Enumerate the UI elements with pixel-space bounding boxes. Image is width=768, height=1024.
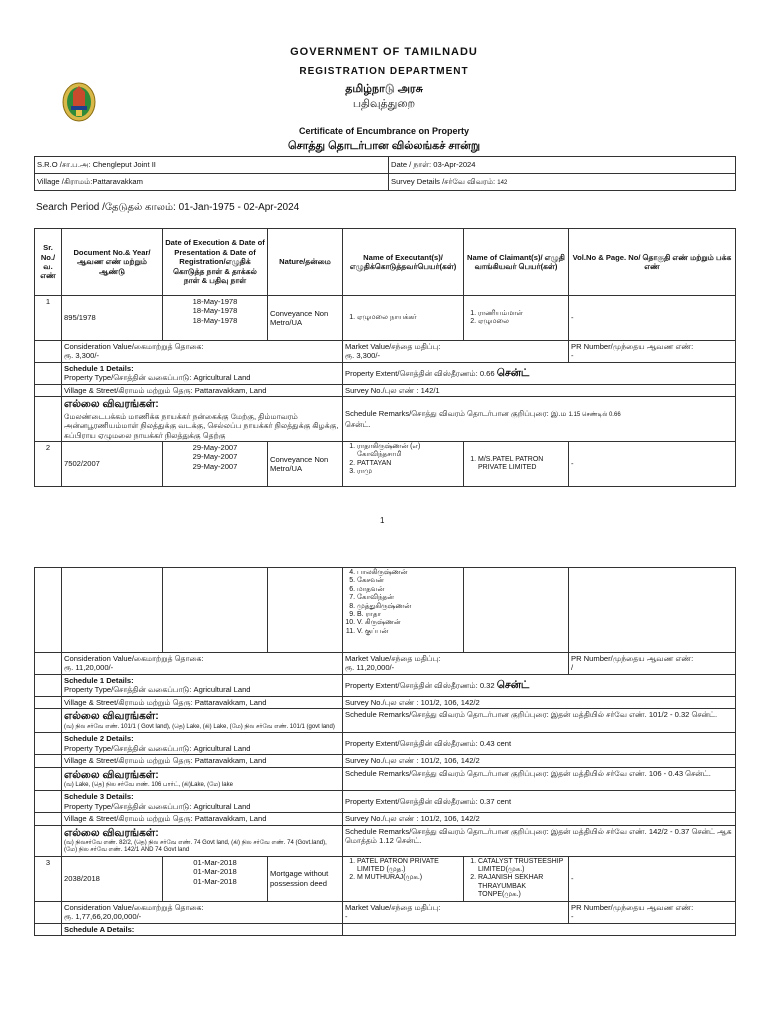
schedule-details [62,733,343,755]
tamilnadu-emblem-icon [62,82,96,122]
remarks-end: சென்ட். [345,419,371,429]
survey-number: Survey No./புல எண் : 101/2, 106, 142/2 [343,813,736,825]
remarks-extent: 1.15 செண்டில் 0.66 [568,412,621,419]
market-amount: - [345,912,348,922]
entry-nature: Conveyance Non Metro/UA [268,296,343,341]
entry-sr: 1 [35,296,62,341]
boundary-details [62,825,343,856]
executant-name: 1. ராதாகிருஷ்ணன் (எ) கோவிந்தசாமி [357,443,461,460]
consideration-value [62,901,343,923]
entry-document: 7502/2007 [62,442,163,487]
schedule-row [35,733,736,755]
village-cell: Village /கிராமம்:Pattaravakkam [35,174,389,191]
col-document-no: Document No.& Year/ ஆவண எண் மற்றும் ஆண்டு [62,229,163,296]
survey-number: Survey No./புல எண் : 101/2, 106, 142/2 [343,696,736,708]
executant-name: 11. V. குப்பன் [357,628,461,636]
consideration-label: Consideration Value/கைமாற்றுத் தொகை: [64,342,204,351]
registration-date: 18-May-1978 [192,315,238,325]
property-extent [343,674,736,696]
col-executants: Name of Executant(s)/ எழுதிக்கொடுத்தவர்பெயர்(கள்) [343,229,464,296]
schedule-remarks: Schedule Remarks/சொத்து விவரம் தொடர்பான குறிப்புரை: இதன் மத்தியில் சர்வே எண். 142/2 - 0.37 சென்ட் ஆக மொத்தம் 1.12 சென்ட். [343,825,736,856]
pr-value: / [571,663,574,673]
boundary-row [35,767,736,791]
entry-dates [163,856,268,901]
village-row [35,813,736,825]
entry-executants [343,296,464,341]
property-extent: Property Extent/சொத்தின் விஸ்தீரணம்: 0.43 cent [343,733,736,755]
col-claimants: Name of Claimant(s)/ எழுதி வாங்கியவர் பெயர்(கள்) [464,229,569,296]
boundary-details [62,767,343,791]
extent-label: Property Extent/சொத்தின் விஸ்தீரணம்: 0.66 [345,368,495,378]
boundary-details [62,709,343,733]
executant-name: 10. V. கிருஷ்ணன் [357,619,461,627]
claimant-name: 1. ராணியம்மாள் [478,310,566,318]
consideration-amount: ரூ. 1,77,66,20,00,000/- [64,912,142,922]
boundary-text: (வ) நில சர்வே எண். 101/1 ( Govt land), (தெ) Lake, (கி) Lake, (மே) நில சர்வே எண். 101/1 (govt land) [64,723,335,730]
executant-name: 3. ராமு [357,468,461,476]
pr-label: PR Number/முந்தைய ஆவண எண்: [571,902,694,912]
header-government: GOVERNMENT OF TAMILNADU [290,46,478,58]
property-type: Property Type/சொத்தின் வகைப்பாடு: Agricultural Land [64,373,251,383]
header-government-tamil: தமிழ்நாடு அரசு [345,83,423,95]
market-value [343,901,569,923]
table-header-row [35,229,736,296]
schedule-title: Schedule 1 Details: [64,675,134,685]
property-type: Property Type/சொத்தின் வகைப்பாடு: Agricultural Land [64,685,251,695]
pr-number [569,901,736,923]
executant-name: 4. பாலகிருஷ்ணன் [357,569,461,577]
col-sr-no: Sr. No./வ. எண் [35,229,62,296]
registration-date: 29-May-2007 [192,461,238,471]
consideration-value [62,341,343,363]
executant-name: 2. PATTAYAN [357,460,461,468]
boundary-row [35,825,736,856]
village-street: Village & Street/கிராமம் மற்றும் தெரு: Pattaravakkam, Land [62,813,343,825]
schedule-title: Schedule A Details: [62,923,343,935]
schedule-remarks: Schedule Remarks/சொத்து விவரம் தொடர்பான குறிப்புரை: இதன் மத்தியில் சர்வே எண். 101/2 - 0.32 சென்ட். [343,709,736,733]
entry-claimants [464,442,569,487]
schedule-remarks [343,397,736,442]
boundary-label: எல்லை விவரங்கள்: [64,826,159,839]
consideration-label: Consideration Value/கைமாற்றுத் தொகை: [64,902,204,912]
value-row [35,341,736,363]
header-department: REGISTRATION DEPARTMENT [299,66,469,77]
schedule-title: Schedule 1 Details: [64,363,134,373]
schedule-row [35,674,736,696]
encumbrance-table-page1 [34,228,736,487]
market-amount: ரூ. 11,20,000/- [345,663,395,673]
consideration-label: Consideration Value/கைமாற்றுத் தொகை: [64,654,204,663]
village-row [35,696,736,708]
boundary-text: (வ) நிலசர்வே எண். 82/2, (தெ) நில சர்வே எண். 74 Govt land, (கி) நில சர்வே எண். 74 (Govt.land), (மே) நில சர்வே எண். 142/1 AND 74 Govt land [64,839,327,854]
table-row-continued [35,568,736,653]
pr-value: - [571,912,574,922]
date-cell: Date / நாள்: 03-Apr-2024 [389,157,736,174]
entry-executants-continued [343,568,464,653]
certificate-title-tamil: சொத்து தொடர்பான வில்லங்கச் சான்று [287,140,481,152]
pr-number [569,341,736,363]
claimant-name: 1. M/S.PATEL PATRON PRIVATE LIMITED [478,456,566,473]
registration-date: 01-Mar-2018 [193,876,237,886]
entry-vol-page: - [569,296,736,341]
claimant-name: 2. RAJANISH SEKHAR THRAYUMBAK TONPE(முக.) [478,874,566,899]
schedule-details [62,791,343,813]
village-street: Village & Street/கிராமம் மற்றும் தெரு: Pattaravakkam, Land [62,755,343,767]
village-row [35,755,736,767]
entry-executants [343,856,464,901]
page-number: 1 [380,516,385,525]
pr-label: PR Number/முந்தைய ஆவண எண்: [571,654,694,663]
market-label: Market Value/சந்தை மதிப்பு: [345,654,441,663]
consideration-value [62,653,343,675]
property-type: Property Type/சொத்தின் வகைப்பாடு: Agricultural Land [64,743,251,753]
schedule-row [35,362,736,384]
header-department-tamil: பதிவுத்துறை [352,98,416,110]
pr-label: PR Number/முந்தைய ஆவண எண்: [571,342,694,351]
boundary-label: எல்லை விவரங்கள்: [64,398,159,411]
schedule-details [62,362,343,384]
schedule-details [62,674,343,696]
claimant-name: 2. ஏழுமலை [478,318,566,326]
entry-executants [343,442,464,487]
entry-vol-page: - [569,442,736,487]
pr-number [569,653,736,675]
market-value [343,653,569,675]
survey-details-cell [389,174,736,191]
entry-document: 895/1978 [62,296,163,341]
property-extent: Property Extent/சொத்தின் விஸ்தீரணம்: 0.37 cent [343,791,736,813]
boundary-row [35,397,736,442]
boundary-label: எல்லை விவரங்கள்: [64,710,159,723]
schedule-title: Schedule 2 Details: [64,734,134,744]
entry-nature: Mortgage without possession deed [268,856,343,901]
presentation-date: 18-May-1978 [192,306,238,316]
col-vol-page: Vol.No & Page. No/ தொகுதி எண் மற்றும் பக்க எண் [569,229,736,296]
claimant-name: 1. CATALYST TRUSTEESHIP LIMITED(முக.) [478,858,566,875]
entry-nature: Conveyance Non Metro/UA [268,442,343,487]
boundary-text: மேலண்டைபக்கம் மாணிக்க நாயக்கர் நன்கைக்கு மேற்கு, திம்மாவரம் அன்னபூரணியம்மாள் நிலத்துக்கு வடக்கு, செல்லப்ப நாயக்கர் நிலத்துக்கு கிழக்கு, சுப்பிராய ஏழுமலை நாயக்கர் நிலத்துக்கு தெற்கு [64,411,339,440]
village-street: Village & Street/கிராமம் மற்றும் தெரு: Pattaravakkam, Land [62,384,343,396]
consideration-amount: ரூ. 3,300/- [64,351,99,361]
executant-name: 8. முத்துகிருஷ்ணன் [357,603,461,611]
entry-claimants [464,296,569,341]
schedule-row [35,923,736,935]
table-row [35,856,736,901]
schedule-title: Schedule 3 Details: [64,792,134,802]
col-dates: Date of Execution & Date of Presentation & Date of Registration/எழுதிக் கொடுத்த நாள் & தாக்கல் நாள் & பதிவு நாள் [163,229,268,296]
executant-name: 6. மாதவன் [357,586,461,594]
executant-name: 5. கேசவன் [357,577,461,585]
property-type: Property Type/சொத்தின் வகைப்பாடு: Agricultural Land [64,801,251,811]
schedule-remarks: Schedule Remarks/சொத்து விவரம் தொடர்பான குறிப்புரை: இதன் மத்தியில் சர்வே எண். 106 - 0.43 சென்ட். [343,767,736,791]
boundary-text: (வ) Lake, (தெ) நில சர்வே எண். 106 பார்ட், (கி)Lake, (மே) lake [64,781,233,788]
survey-number: Survey No./புல எண் : 101/2, 106, 142/2 [343,755,736,767]
entry-claimants [464,856,569,901]
entry-sr: 3 [35,856,62,901]
search-period: Search Period /தேடுதல் காலம்: 01-Jan-1975 - 02-Apr-2024 [36,202,300,213]
pr-value: - [571,351,574,361]
executant-name: 2. M MUTHURAJ(முக.) [357,874,461,882]
boundary-label: எல்லை விவரங்கள்: [64,768,159,781]
table-row [35,296,736,341]
boundary-details [62,397,343,442]
entry-dates [163,442,268,487]
village-street: Village & Street/கிராமம் மற்றும் தெரு: Pattaravakkam, Land [62,696,343,708]
table-row [35,442,736,487]
property-extent [343,362,736,384]
value-row [35,653,736,675]
market-amount: ரூ. 3,300/- [345,351,380,361]
market-value [343,341,569,363]
col-nature: Nature/தன்மை [268,229,343,296]
survey-details-label: Survey Details /சர்வே விவரம்: [391,176,496,186]
boundary-row [35,709,736,733]
executant-name: 9. B. ராதா [357,611,461,619]
entry-vol-page: - [569,856,736,901]
presentation-date: 29-May-2007 [192,452,238,462]
entry-sr: 2 [35,442,62,487]
extent-unit: சென்ட் [496,366,530,379]
extent-unit: சென்ட் [496,678,530,691]
village-row [35,384,736,396]
entry-document: 2038/2018 [62,856,163,901]
market-label: Market Value/சந்தை மதிப்பு: [345,902,441,912]
executant-name: 7. கோவிந்தன் [357,594,461,602]
market-label: Market Value/சந்தை மதிப்பு: [345,342,441,351]
consideration-amount: ரூ. 11,20,000/- [64,663,114,673]
execution-date: 29-May-2007 [192,443,238,452]
executant-name: 1. ஏழுமலை நாயக்கர் [357,314,461,322]
executant-name: 1. PATEL PATRON PRIVATE LIMITED (முத.) [357,858,461,875]
execution-date: 01-Mar-2018 [193,857,237,867]
entry-dates [163,296,268,341]
certificate-title: Certificate of Encumbrance on Property [298,126,470,136]
remarks-text: Schedule Remarks/சொத்து விவரம் தொடர்பான குறிப்புரை: இ.ம [345,409,567,419]
sro-cell: S.R.O /சா.ப.அ: Chengleput Joint II [35,157,389,174]
encumbrance-table-page2 [34,567,736,936]
schedule-row [35,791,736,813]
execution-date: 18-May-1978 [192,297,238,306]
presentation-date: 01-Mar-2018 [193,867,237,877]
office-info-table [34,156,736,191]
survey-number: Survey No./புல எண் : 142/1 [343,384,736,396]
extent-label: Property Extent/சொத்தின் விஸ்தீரணம்: 0.32 [345,680,495,690]
survey-details-value: 142 [497,179,508,186]
value-row [35,901,736,923]
